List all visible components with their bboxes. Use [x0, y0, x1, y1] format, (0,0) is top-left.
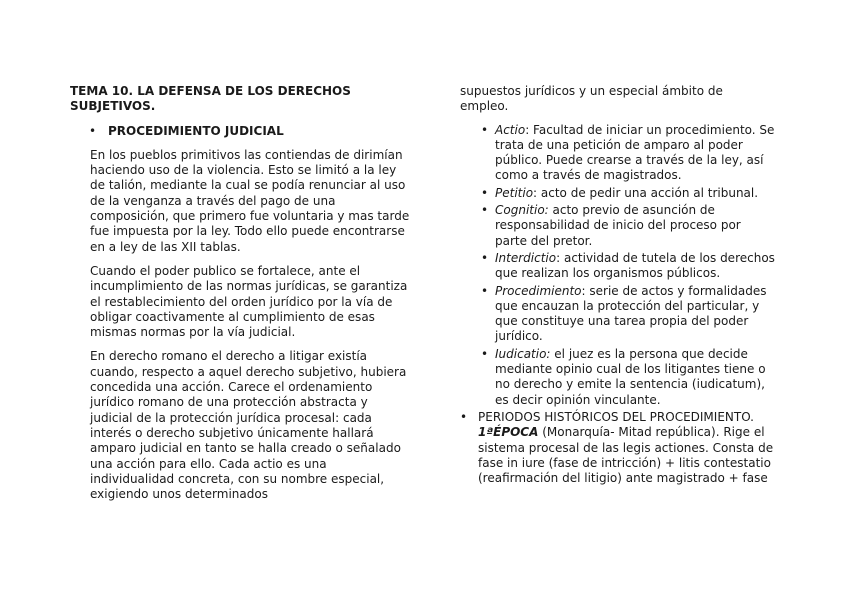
- list-item: [460, 203, 775, 249]
- periods-section: [460, 410, 775, 486]
- term-label: Interdictio: [495, 250, 557, 265]
- paragraph: En derecho romano el derecho a litigar existía cuando, respecto a aquel derecho subjetivo, hubiera concedida una acción. Carece el ordenamiento jurídico romano de una protección abstracta y judicial de la protección jurídica procesal: cada interés o derecho subjetivo únicamente hallará amparo judicial en tanto se halla creado o señalado una acción para ello. Cada actio es una individualidad concreta, con su nombre especial, exigiendo unos determinados: [90, 349, 407, 502]
- periods-heading: • PERIODOS HISTÓRICOS DEL PROCEDIMIENTO.: [478, 409, 754, 424]
- term-definition: el juez es la persona que decide mediante opinio cual de los litigantes tiene o no derecho y emite la sentencia (iudicatum), es decir opinión vinculante.: [495, 346, 766, 407]
- term-definition: : actividad de tutela de los derechos que realizan los organismos públicos.: [495, 250, 775, 281]
- list-item: [460, 186, 775, 201]
- list-item: [460, 251, 775, 282]
- list-item: [460, 284, 775, 345]
- epoch-text: (Monarquía- Mitad república). Rige el sistema procesal de las legis actiones. Consta de fase in iure (fase de intricción) + litis contestatio (reafirmación del litigio) ante magistrado + fase: [478, 425, 774, 486]
- section-heading-procedimiento-judicial: • PROCEDIMIENTO JUDICIAL: [70, 124, 410, 139]
- left-column: [70, 84, 410, 511]
- terms-list: [460, 123, 775, 408]
- term-label: Cognitio:: [495, 203, 549, 218]
- paragraph-continuation: supuestos jurídicos y un especial ámbito de empleo.: [460, 84, 723, 114]
- document-title: TEMA 10. LA DEFENSA DE LOS DERECHOS SUBJETIVOS.: [70, 84, 351, 114]
- paragraph: Cuando el poder publico se fortalece, ante el incumplimiento de las normas jurídicas, se garantiza el restablecimiento del orden jurídico por la vía de obligar coactivamente al cumplimiento de esas mismas normas por la vía judicial.: [90, 263, 408, 340]
- term-definition: : Facultad de iniciar un procedimiento. Se trata de una petición de amparo al poder público. Puede crearse a través de la ley, así como a través de magistrados.: [495, 122, 775, 183]
- list-item: [460, 347, 775, 408]
- epoch-label: 1ªÉPOCA: [478, 425, 539, 440]
- term-definition: : serie de actos y formalidades que encauzan la protección del particular, y que constituye una tarea propia del poder jurídico.: [495, 283, 767, 344]
- list-item: [460, 123, 775, 184]
- term-label: Iudicatio:: [495, 346, 551, 361]
- epoch-paragraph: [478, 425, 775, 486]
- term-definition: acto previo de asunción de responsabilidad de inicio del proceso por parte del pretor.: [495, 203, 741, 248]
- term-label: Procedimiento: [495, 283, 582, 298]
- term-label: Actio: [495, 122, 526, 137]
- paragraph: En los pueblos primitivos las contiendas de dirimían haciendo uso de la violencia. Esto se limitó a la ley de talión, mediante la cual se podía renunciar al uso de la venganza a través del pago de una composición, que primero fue voluntaria y mas tarde fue impuesta por la ley. Todo ello puede encontrarse en a ley de las XII tablas.: [90, 147, 410, 254]
- term-label: Petitio: [495, 185, 534, 200]
- term-definition: : acto de pedir una acción al tribunal.: [533, 185, 759, 200]
- right-column: [460, 84, 775, 486]
